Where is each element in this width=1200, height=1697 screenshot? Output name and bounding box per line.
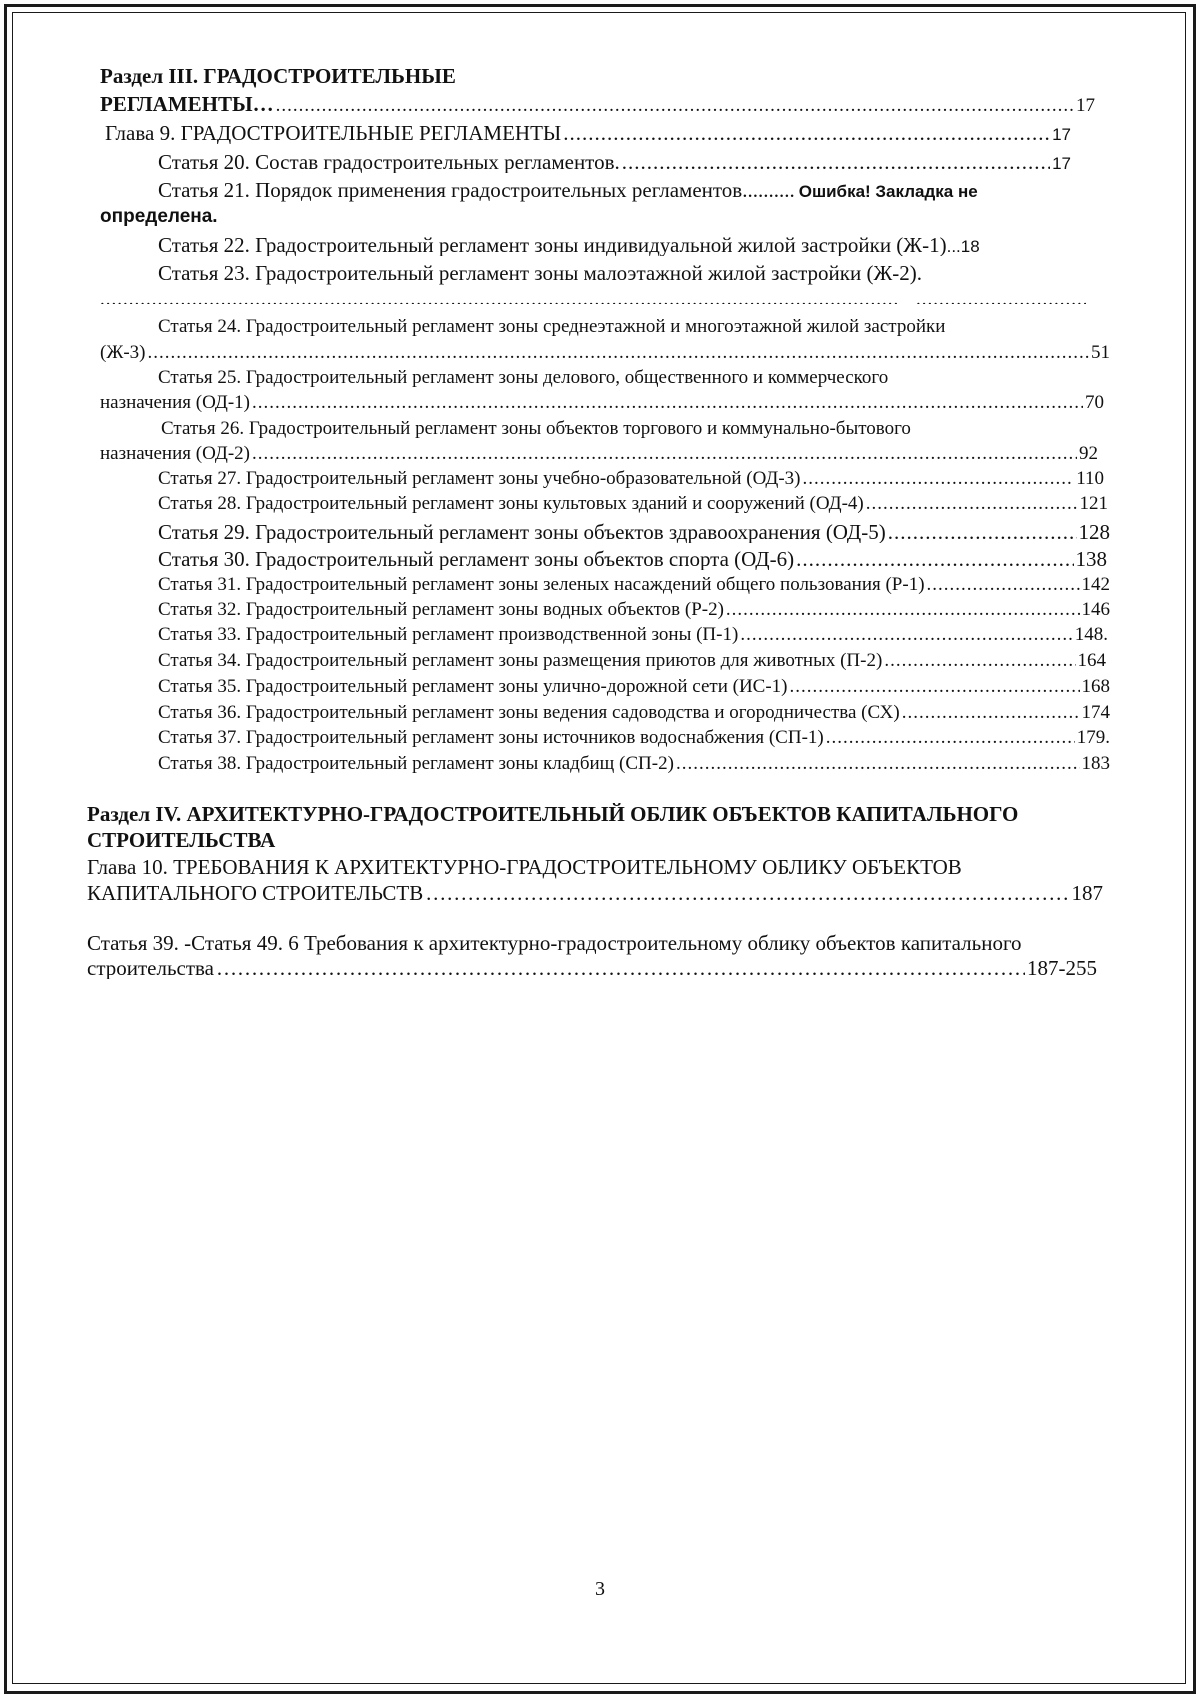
page-ref: 146 [1081,599,1110,620]
article-24-title-line1: Статья 24. Градостроительный регламент зоны среднеэтажной и многоэтажной жилой застройки [158,316,946,337]
leader-dots-line [100,288,900,304]
toc-entry-article-37[interactable] [158,726,1110,750]
page-ref: 168 [1081,676,1110,697]
article-title: Статья 21. Порядок применения градостроительных регламентов. [158,178,748,202]
leader-dots: ......... [747,178,795,202]
leader-dots [276,94,1074,116]
toc-entry-chapter-10[interactable] [87,880,1103,904]
leader-dots [884,649,1075,673]
leader-dots [252,391,1083,415]
page-ref: ...18 [946,237,980,256]
page-ref: 128 [1078,520,1110,543]
page-ref: 138 [1075,547,1107,570]
article-title: (Ж-3) [100,342,146,363]
article-title: Статья 34. Градостроительный регламент зоны размещения приютов для животных (П-2) [158,650,883,671]
page-ref: 142 [1081,574,1110,595]
toc-entry-articles-39-49[interactable] [87,955,1097,979]
toc-entry-article-24[interactable] [100,341,1110,365]
toc-entry-article-33[interactable] [158,623,1108,647]
article-title: Статья 30. Градостроительный регламент зоны объектов спорта (ОД-6) [158,547,795,570]
bookmark-error-text-line2: определена. [100,206,218,227]
leader-dots [148,341,1089,365]
page-ref: 51 [1091,342,1110,363]
page-ref: 148. [1074,624,1108,645]
article-25-title-line1: Статья 25. Градостроительный регламент зоны делового, общественного и коммерческого [158,367,889,388]
article-title: Статья 31. Градостроительный регламент зоны зеленых насаждений общего пользования (Р-1) [158,574,925,595]
article-title: Статья 22. Градостроительный регламент зоны индивидуальной жилой застройки (Ж-1) [158,233,947,256]
leader-dots [916,288,1086,304]
leader-dots [726,598,1080,622]
article-26-title-line1: Статья 26. Градостроительный регламент зоны объектов торгового и коммунально-бытового [161,418,911,439]
page-ref: 17 [1076,95,1095,116]
toc-entry-article-29[interactable] [158,519,1110,543]
page-ref: 164 [1077,650,1106,671]
toc-entry-chapter-9[interactable] [105,120,1071,144]
article-title: Статья 29. Градостроительный регламент зоны объектов здравоохранения (ОД-5) [158,520,886,543]
page-ref: 70 [1085,392,1104,413]
bookmark-error-text: Ошибка! Закладка не [798,182,978,201]
toc-entry-article-36[interactable] [158,701,1110,725]
leader-dots [790,675,1080,699]
leader-dots [252,442,1077,466]
section-4-title-line1: Раздел IV. АРХИТЕКТУРНО-ГРАДОСТРОИТЕЛЬНЫЙ ОБЛИК ОБЪЕКТОВ КАПИТАЛЬНОГО [87,802,1019,826]
leader-dots [866,492,1078,516]
page-ref: 183 [1081,753,1110,774]
page-ref: 92 [1079,443,1098,464]
page-ref: 174 [1081,702,1110,723]
toc-entry-article-38[interactable] [158,752,1110,776]
page-ref: 17 [1052,125,1071,144]
leader-dots [676,752,1080,776]
leader-dots [740,623,1072,647]
page-ref: 179. [1076,727,1110,748]
leader-dots [803,467,1075,491]
page-number: 3 [595,1578,605,1600]
page-ref: 187-255 [1027,956,1097,979]
page-ref: 17 [1052,154,1071,173]
page-ref: 110 [1076,468,1104,489]
leader-dots [216,955,1025,979]
section-3-title-line2: РЕГЛАМЕНТЫ… [100,92,274,116]
toc-entry-article-35[interactable] [158,675,1110,699]
leader-dots [425,880,1069,904]
article-title: назначения (ОД-1) [100,392,250,413]
chapter-10-title-line2: КАПИТАЛЬНОГО СТРОИТЕЛЬСТВ [87,881,424,904]
leader-dots [902,701,1080,725]
toc-entry-article-31[interactable] [158,573,1110,597]
leader-dots [563,120,1050,144]
leader-dots [796,546,1073,570]
toc-entry-article-34[interactable] [158,649,1106,673]
page-ref: 121 [1079,493,1108,514]
article-title: назначения (ОД-2) [100,443,250,464]
chapter-10-title-line1: Глава 10. ТРЕБОВАНИЯ К АРХИТЕКТУРНО-ГРАДОСТРОИТЕЛЬНОМУ ОБЛИКУ ОБЪЕКТОВ [87,855,962,879]
leader-dots-line [916,288,1086,304]
article-title: Статья 36. Градостроительный регламент зоны ведения садоводства и огородничества (СХ) [158,702,900,723]
section-3-title-line1: Раздел III. ГРАДОСТРОИТЕЛЬНЫЕ [100,64,456,88]
article-title: Статья 38. Градостроительный регламент зоны кладбищ (СП-2) [158,753,674,774]
section-4-title-line2: СТРОИТЕЛЬСТВА [87,828,276,852]
leader-dots [927,573,1080,597]
toc-entry-article-22[interactable] [158,232,1104,256]
leader-dots [826,726,1075,750]
toc-entry-article-28[interactable] [158,492,1108,516]
leader-dots [888,519,1077,543]
article-title: Статья 32. Градостроительный регламент зоны водных объектов (Р-2) [158,599,724,620]
articles-39-49-title-line2: строительства [87,956,215,979]
article-title: Статья 33. Градостроительный регламент производственной зоны (П-1) [158,624,739,645]
toc-entry-article-26[interactable] [100,442,1098,466]
article-title: Статья 27. Градостроительный регламент зоны учебно-образовательной (ОД-3) [158,468,801,489]
toc-entry-article-27[interactable] [158,467,1104,491]
toc-entry-section-3[interactable] [100,92,1095,116]
article-title: Статья 37. Градостроительный регламент зоны источников водоснабжения (СП-1) [158,727,824,748]
leader-dots [622,149,1050,173]
toc-entry-article-32[interactable] [158,598,1110,622]
article-title: Статья 28. Градостроительный регламент зоны культовых зданий и сооружений (ОД-4) [158,493,864,514]
toc-entry-article-20[interactable] [158,149,1071,173]
toc-entry-article-21[interactable] [158,177,1098,201]
leader-dots [100,288,900,304]
toc-entry-article-23[interactable]: Статья 23. Градостроительный регламент зоны малоэтажной жилой застройки (Ж-2). [158,261,922,285]
page-ref: 187 [1071,881,1103,904]
articles-39-49-title-line1: Статья 39. -Статья 49. 6 Требования к архитектурно-градостроительному облику объектов капитального [87,931,1022,955]
article-title: Статья 35. Градостроительный регламент зоны улично-дорожной сети (ИС-1) [158,676,788,697]
chapter-9-title: Глава 9. ГРАДОСТРОИТЕЛЬНЫЕ РЕГЛАМЕНТЫ [105,121,562,144]
toc-entry-article-30[interactable] [158,546,1107,570]
toc-entry-article-25[interactable] [100,391,1104,415]
article-title: Статья 20. Состав градостроительных регламентов. [158,150,620,173]
